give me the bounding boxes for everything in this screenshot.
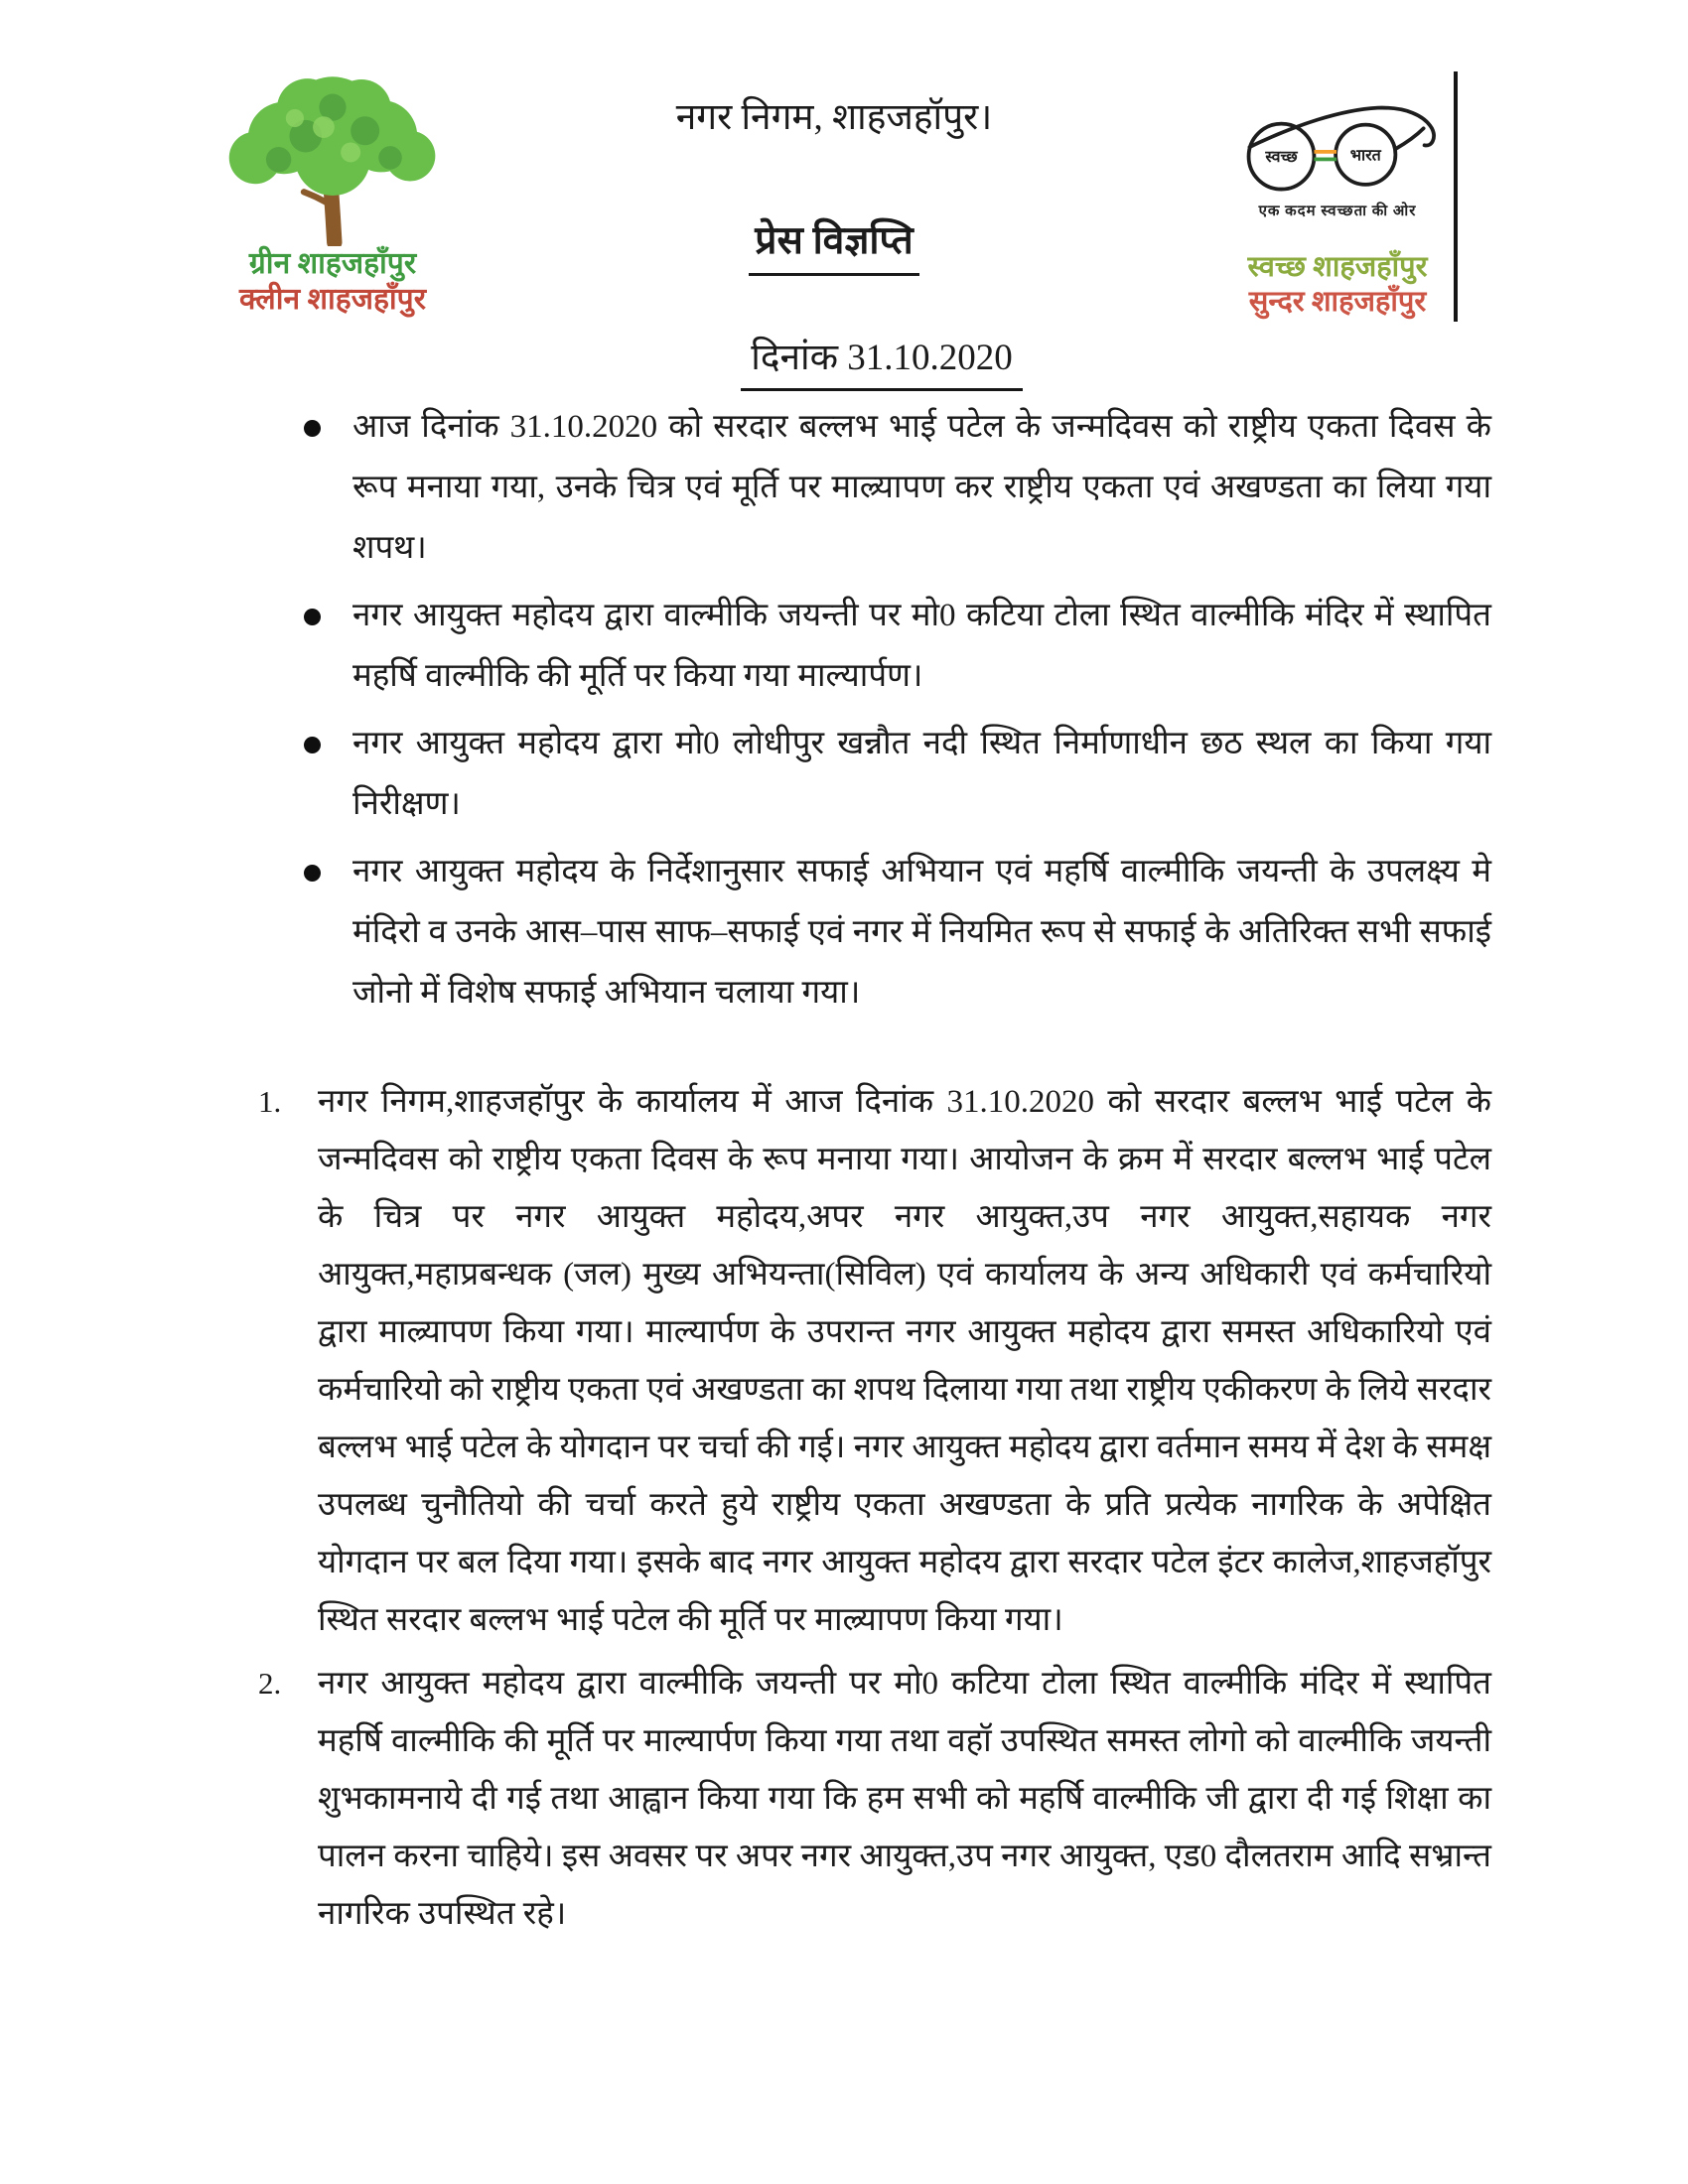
swachh-bharat-tagline: एक कदम स्वच्छता की ओर	[1258, 204, 1417, 219]
numbered-item	[238, 1073, 1491, 1649]
item-text: नगर निगम,शाहजहॉपुर के कार्यालय में आज दिनांक 31.10.2020 को सरदार बल्लभ भाई पटेल के जन्मदिवस को राष्ट्रीय एकता दिवस के रूप मनाया गया। आयोजन के क्रम में सरदार बल्लभ भाई पटेल के चित्र पर नगर आयुक्त महोदय,अपर नगर आयुक्त,उप नगर आयुक्त,सहायक नगर आयुक्त,महाप्रबन्धक (जल) मुख्य अभियन्ता(सिविल) एवं कार्यालय के अन्य अधिकारी एवं कर्मचारियो द्वारा माल्र्यापण किया गया। माल्यार्पण के उपरान्त नगर आयुक्त महोदय द्वारा समस्त अधिकारियो एवं कर्मचारियो को राष्ट्रीय एकता एवं अखण्डता का शपथ दिलाया गया तथा राष्ट्रीय एकीकरण के लिये सरदार बल्लभ भाई पटेल के योगदान पर चर्चा की गई। नगर आयुक्त महोदय द्वारा वर्तमान समय में देश के समक्ष उपलब्ध चुनौतियो की चर्चा करते हुये राष्ट्रीय एकता अखण्डता के प्रति प्रत्येक नागरिक के अपेक्षित योगदान पर बल दिया गया। इसके बाद नगर आयुक्त महोदय द्वारा सरदार पटेल इंटर कालेज,शाहजहॉपुर स्थित सरदार बल्लभ भाई पटेल की मूर्ति पर माल्र्यापण किया गया।	[318, 1084, 1491, 1638]
swachh-bharat-glasses-icon	[1225, 83, 1450, 201]
press-release-title: प्रेस विज्ञप्ति	[749, 212, 918, 276]
sundar-shahjahanpur-label: सुन्दर शाहजहाँपुर	[1248, 286, 1427, 318]
bullet-dot-icon	[304, 420, 321, 437]
bullet-text: नगर आयुक्त महोदय द्वारा वाल्मीकि जयन्ती पर मो0 कटिया टोला स्थित वाल्मीकि मंदिर में स्थापित महर्षि वाल्मीकि की मूर्ति पर किया गया माल्यार्पण।	[352, 598, 1491, 694]
swachh-bharat-logo	[1224, 83, 1451, 320]
svg-text:भारत: भारत	[1349, 147, 1381, 165]
bullet-text: आज दिनांक 31.10.2020 को सरदार बल्लभ भाई पटेल के जन्मदिवस को राष्ट्रीय एकता दिवस के रूप मनाया गया, उनके चित्र एवं मूर्ति पर माल्र्यापण कर राष्ट्रीय एकता एवं अखण्डता का लिया गया शपथ।	[352, 409, 1491, 566]
item-text: नगर आयुक्त महोदय द्वारा वाल्मीकि जयन्ती पर मो0 कटिया टोला स्थित वाल्मीकि मंदिर में स्थापित महर्षि वाल्मीकि की मूर्ति पर माल्यार्पण किया गया तथा वहॉ उपस्थित समस्त लोगो को वाल्मीकि जयन्ती शुभकामनाये दी गई तथा आह्वान किया गया कि हम सभी को महर्षि वाल्मीकि जी द्वारा दी गई शिक्षा का पालन करना चाहिये। इस अवसर पर अपर नगर आयुक्त,उप नगर आयुक्त, एड0 दौलतराम आदि सभ्रान्त नागरिक उपस्थित रहे।	[318, 1666, 1491, 1932]
numbered-section	[238, 1073, 1491, 1943]
date-text: दिनांक 31.10.2020	[741, 330, 1023, 391]
tree-icon	[198, 68, 468, 246]
green-shahjahanpur-label: ग्रीन शाहजहाँपुर	[248, 247, 417, 280]
svg-text:स्वच्छ: स्वच्छ	[1265, 149, 1298, 167]
item-number: 1.	[258, 1084, 282, 1119]
press-release-body	[238, 397, 1491, 1949]
org-title: नगर निगम, शाहजहॉपुर।	[675, 97, 993, 138]
swachh-shahjahanpur-label: स्वच्छ शाहजहाँपुर	[1247, 251, 1428, 283]
bullet-dot-icon	[304, 609, 321, 625]
green-clean-logo	[181, 68, 485, 318]
clean-shahjahanpur-label: क्लीन शाहजहाँपुर	[239, 283, 426, 316]
bullet-text: नगर आयुक्त महोदय के निर्देशानुसार सफाई अभियान एवं महर्षि वाल्मीकि जयन्ती के उपलक्ष्य मे मंदिरो व उनके आस–पास साफ–सफाई एवं नगर में नियमित रूप से सफाई के अतिरिक्त सभी सफाई जोनो में विशेष सफाई अभियान चलाया गया।	[352, 854, 1491, 1011]
bullet-dot-icon	[304, 737, 321, 753]
bullet-dot-icon	[304, 865, 321, 882]
bullet-item	[238, 586, 1491, 707]
numbered-item	[238, 1655, 1491, 1943]
bullet-item	[238, 397, 1491, 579]
date-line	[564, 330, 1199, 391]
bullet-item	[238, 714, 1491, 835]
item-number: 2.	[258, 1666, 282, 1701]
bullet-item	[238, 842, 1491, 1024]
header-titles	[516, 95, 1152, 276]
bullet-text: नगर आयुक्त महोदय द्वारा मो0 लोधीपुर खन्नौत नदी स्थित निर्माणाधीन छठ स्थल का किया गया निरीक्षण।	[352, 726, 1491, 822]
header-vertical-divider	[1454, 71, 1458, 322]
